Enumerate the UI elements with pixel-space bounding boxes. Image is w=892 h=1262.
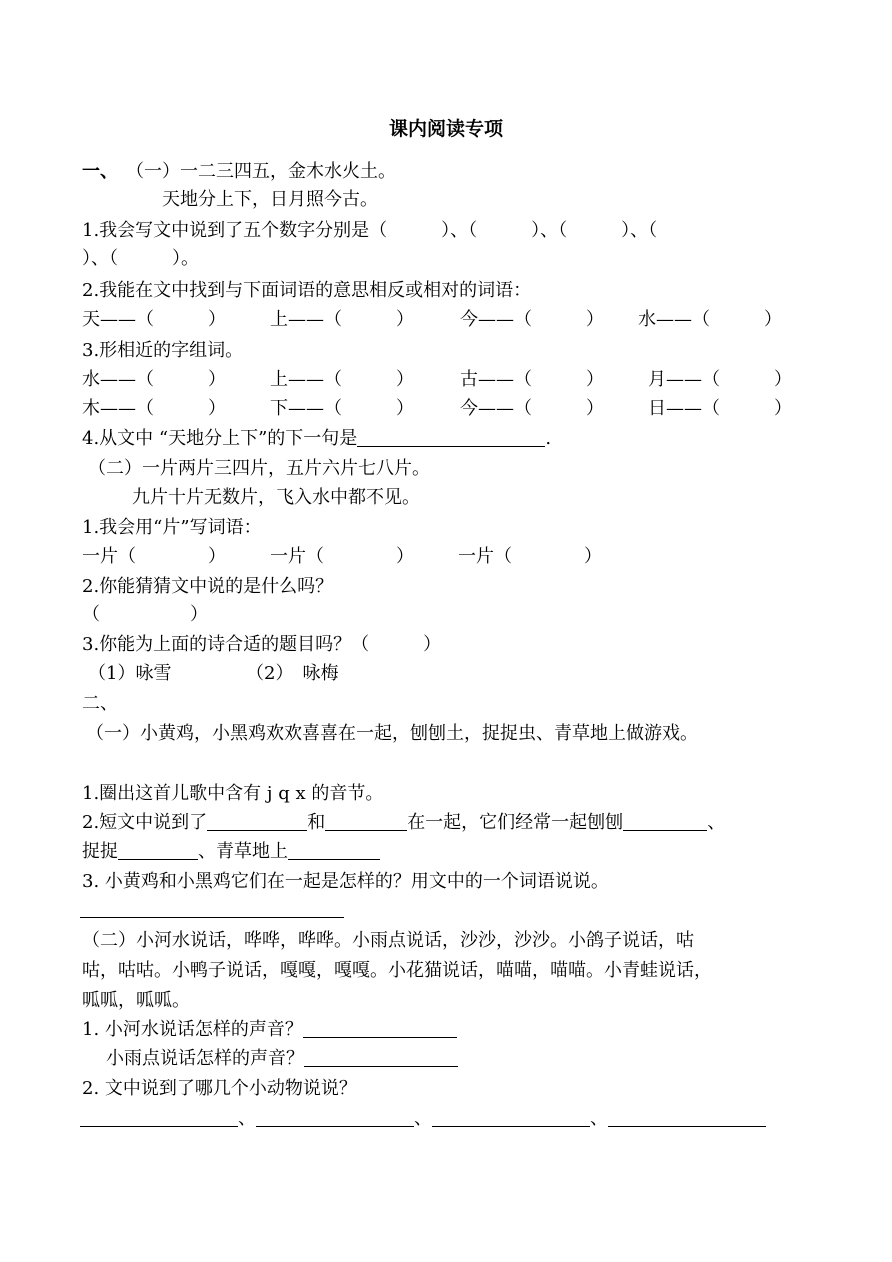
answer-blank[interactable]: [357, 428, 545, 447]
answer-blank[interactable]: [80, 1108, 238, 1127]
word-group-item: 古——（ ）: [460, 369, 604, 390]
word-group-item: 下——（ ）: [270, 398, 414, 419]
answer-blank[interactable]: [623, 812, 707, 831]
question-4-1: 1. 小河水说话怎样的声音？: [82, 1017, 457, 1043]
word-group-item: 木——（ ）: [82, 398, 226, 419]
question-1-1-cont: ）、（ ）。: [82, 248, 199, 269]
passage-2-2-line-1: （二）小河水说话，哗哗，哗哗。小雨点说话，沙沙，沙沙。小鸽子说话，咕: [82, 930, 694, 951]
word-group-item: 月——（ ）: [648, 369, 792, 390]
poem-1-line-2: 天地分上下，日月照今古。: [162, 189, 378, 210]
question-3-3: 3. 小黄鸡和小黑鸡它们在一起是怎样的？用文中的一个词语说说。: [82, 871, 609, 892]
pian-word-item: 一片（ ）: [82, 546, 226, 567]
answer-blank[interactable]: [304, 1048, 458, 1067]
word-group-item: 日——（ ）: [648, 398, 792, 419]
answer-blank[interactable]: [288, 841, 380, 860]
passage-2-2-line-2: 咕，咕咕。小鸭子说话，嘎嘎，嘎嘎。小花猫说话，喵喵，喵喵。小青蛙说话，: [82, 960, 712, 981]
word-group-item: 上——（ ）: [270, 369, 414, 390]
question-4-1b: 小雨点说话怎样的声音？: [106, 1046, 458, 1072]
word-group-item: 今——（ ）: [460, 398, 604, 419]
answer-blank[interactable]: [608, 1108, 766, 1127]
antonym-item: 上——（ ）: [270, 309, 414, 330]
antonym-item: 水——（ ）: [638, 309, 782, 330]
poem-2-line-2: 九片十片无数片，飞入水中都不见。: [132, 487, 420, 508]
section-2-label: 二、: [82, 693, 118, 714]
option-2: （2） 咏梅: [246, 663, 339, 684]
question-3-2: 2.短文中说到了 和 在一起，它们经常一起刨刨 、: [82, 812, 726, 833]
question-3-1: 1.圈出这首儿歌中含有 j q x 的音节。: [82, 783, 384, 804]
passage-2-2-line-3: 呱呱，呱呱。: [82, 990, 190, 1011]
poem-1-line-1: 一、 （一）一二三四五，金木水火土。: [82, 159, 396, 185]
question-2-1: 1.我会用“片”写词语：: [82, 517, 262, 538]
antonym-item: 今——（ ）: [460, 309, 604, 330]
answer-blank[interactable]: [118, 841, 198, 860]
question-1-3: 3.形相近的字组词。: [82, 340, 244, 361]
question-1-1: 1.我会写文中说到了五个数字分别是（ ）、（ ）、（ ）、（: [82, 220, 658, 241]
pian-word-item: 一片（ ）: [458, 546, 602, 567]
question-3-2-cont: 捉捉 、青草地上: [82, 839, 380, 865]
passage-2-1: （一）小黄鸡，小黑鸡欢欢喜喜在一起，刨刨土，捉捉虫、青草地上做游戏。: [86, 723, 698, 744]
word-group-item: 水——（ ）: [82, 369, 226, 390]
answer-blank[interactable]: [303, 1019, 457, 1038]
question-4-2: 2. 文中说到了哪几个小动物说说？: [82, 1078, 357, 1099]
poem-2-line-1: （二）一片两片三四片，五片六片七八片。: [88, 458, 430, 479]
answer-blank[interactable]: [325, 812, 407, 831]
question-1-2: 2.我能在文中找到与下面词语的意思相反或相对的词语：: [82, 280, 532, 301]
answer-blank[interactable]: [432, 1108, 590, 1127]
section-1-label: 一、: [82, 161, 118, 182]
question-2-3: 3.你能为上面的诗合适的题目吗？（ ）: [82, 634, 442, 655]
answer-blank[interactable]: [256, 1108, 414, 1127]
answer-line[interactable]: [80, 899, 344, 918]
question-2-2-answer: （ ）: [82, 604, 208, 625]
question-2-2: 2.你能猜猜文中说的是什么吗？: [82, 576, 334, 597]
page-title: 课内阅读专项: [388, 118, 503, 140]
pian-word-item: 一片（ ）: [270, 546, 414, 567]
animal-answers: 、 、 、: [80, 1106, 766, 1132]
option-1: （1）咏雪: [88, 663, 172, 684]
answer-blank[interactable]: [207, 812, 307, 831]
antonym-item: 天——（ ）: [82, 309, 226, 330]
question-1-4: 4.从文中 “天地分上下”的下一句是 .: [82, 428, 552, 449]
